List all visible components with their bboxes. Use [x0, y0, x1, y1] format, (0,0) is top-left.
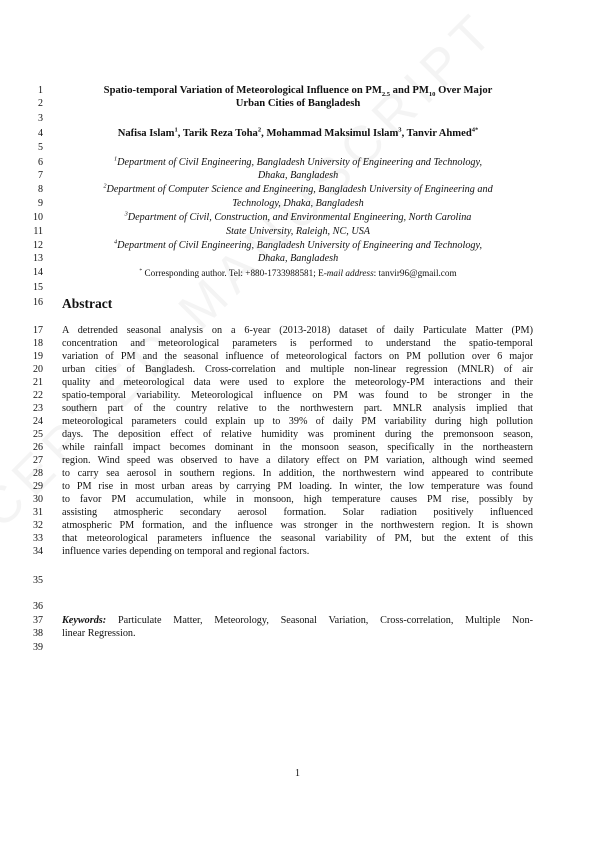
abstract-line: while rainfall impact becomes dominant in the monsoon season, specifically in the northeastern [62, 442, 533, 453]
line-number: 26 [33, 442, 43, 453]
abstract-line: concentration and meteorological parameters is performed to understand the spatio-temporal [62, 338, 533, 349]
line-number: 36 [33, 601, 43, 612]
line-number: 34 [33, 546, 43, 557]
page-number: 1 [295, 768, 300, 779]
line-number: 10 [33, 212, 43, 223]
line-number: 9 [38, 198, 43, 209]
line-number: 21 [33, 377, 43, 388]
line-number: 27 [33, 455, 43, 466]
affiliation-4: $^4$Department of Civil Engineering, Bangladesh University of Engineering and Technology, [113, 238, 483, 251]
author: Nafisa Islam [117, 128, 175, 139]
line-number: 5 [38, 142, 43, 153]
line-number: 23 [33, 403, 43, 414]
line-number: 38 [33, 628, 43, 639]
author-list: Nafisa Islam$^1$, Tarik Reza Toha$^2$, Mohammad Maksimul Islam$^3$, Tanvir Ahmed$^{4*}$ [117, 126, 479, 139]
keywords-line2: linear Regression. [62, 628, 136, 639]
line-number: 16 [33, 297, 43, 308]
line-number: 22 [33, 390, 43, 401]
abstract-line: atmospheric PM formation, and the influence was stronger in the northwestern region. It is shown [62, 520, 533, 531]
affiliation-3: $^3$Department of Civil, Construction, and Environmental Engineering, North Carolina [124, 210, 472, 223]
line-number: 39 [33, 642, 43, 653]
line-number: 35 [33, 575, 43, 586]
author: Tarik Reza Toha [182, 128, 258, 139]
line-number: 33 [33, 533, 43, 544]
paper-title-line2: Urban Cities of Bangladesh [235, 98, 361, 109]
abstract-heading: Abstract [62, 296, 113, 311]
email-link: : tanvir96@gmail.com [373, 268, 457, 278]
abstract-line: urban cities of Bangladesh. Cross-correlation and multiple non-linear regression (MNLR) of air [62, 364, 533, 375]
line-number: 8 [38, 184, 43, 195]
abstract-line: that meteorological parameters influence the seasonal variability of PM, but the extent of this [62, 533, 533, 544]
affiliation-2: $^2$Department of Computer Science and Engineering, Bangladesh University of Engineering and [103, 182, 493, 195]
keywords-line1: Keywords: Particulate Matter, Meteorology, Seasonal Variation, Cross-correlation, Multiple Non- [62, 615, 533, 626]
line-number: 7 [38, 170, 43, 181]
abstract-line: assisting atmospheric secondary aerosol formation. Solar radiation positively influenced [62, 507, 533, 518]
author: Tanvir Ahmed [406, 128, 472, 139]
line-number: 4 [38, 128, 43, 139]
line-number: 32 [33, 520, 43, 531]
line-number: 1 [38, 85, 43, 96]
line-number: 37 [33, 615, 43, 626]
abstract-line: days. The deposition effect of relative humidity was prominent during the premonsoon season, [62, 429, 533, 440]
line-number: 30 [33, 494, 43, 505]
line-number: 29 [33, 481, 43, 492]
abstract-line: to favor PM accumulation, while in monsoon, high temperature causes PM rise, possibly by [62, 494, 533, 505]
line-number: 18 [33, 338, 43, 349]
abstract-line: southern part of the country relative to the northwestern part. MNLR analysis implied that [62, 403, 533, 414]
line-number: 25 [33, 429, 43, 440]
line-number: 3 [38, 113, 43, 124]
affiliation-3-line2: State University, Raleigh, NC, USA [225, 226, 371, 237]
line-number: 12 [33, 240, 43, 251]
affiliation-4-line2: Dhaka, Bangladesh [257, 253, 339, 264]
affiliation-2-line2: Technology, Dhaka, Bangladesh [232, 198, 364, 209]
line-number: 15 [33, 282, 43, 293]
paper-title: Spatio-temporal Variation of Meteorological Influence on $PM_{2.5}$ and $PM_{10}$ Over Major [103, 85, 493, 99]
abstract-line: spatio-temporal variability. Meteorological influence on PM was found to be stronger in the [62, 390, 533, 401]
line-number: 19 [33, 351, 43, 362]
line-number: 20 [33, 364, 43, 375]
affiliation-1-line2: Dhaka, Bangladesh [257, 170, 339, 181]
abstract-line: to PM rise in most urban areas by carrying PM loading. In winter, the low temperature was found [62, 481, 533, 492]
abstract-line: to carry sea aerosol in southern regions. In addition, the northwestern wind appeared to contribute [62, 468, 533, 479]
line-number: 2 [38, 98, 43, 109]
author: Mohammad Maksimul Islam [266, 128, 399, 139]
abstract-line: A detrended seasonal analysis on a 6-year (2013-2018) dataset of daily Particulate Matter (PM) [62, 325, 533, 336]
abstract-line: quality and meteorological data were used to explore the meteorology-PM interactions and their [62, 377, 533, 388]
abstract-line: region. Wind speed was observed to have a dilatory effect on PM variation, although wind seemed [62, 455, 533, 466]
line-number: 31 [33, 507, 43, 518]
affiliation-1: $^1$Department of Civil Engineering, Bangladesh University of Engineering and Technology, [113, 155, 483, 168]
line-number: 6 [38, 157, 43, 168]
line-number: 24 [33, 416, 43, 427]
line-number: 17 [33, 325, 43, 336]
keywords-label: Keywords: [62, 615, 107, 626]
abstract-line: variation of PM and the seasonal influence of meteorological factors on PM pollution over 6 major [62, 351, 533, 362]
line-number: 11 [33, 226, 43, 237]
abstract-line: meteorological parameters could explain up to 39% of daily PM variability during high pollution [62, 416, 533, 427]
abstract-line: influence varies depending on temporal and regional factors. [62, 546, 310, 557]
line-number: 13 [33, 253, 43, 264]
line-number: 28 [33, 468, 43, 479]
corresponding-author: * Corresponding author. Tel: +880-1733988581; E-mail address: tanvir96@gmail.com [139, 267, 457, 278]
line-number: 14 [33, 267, 43, 278]
